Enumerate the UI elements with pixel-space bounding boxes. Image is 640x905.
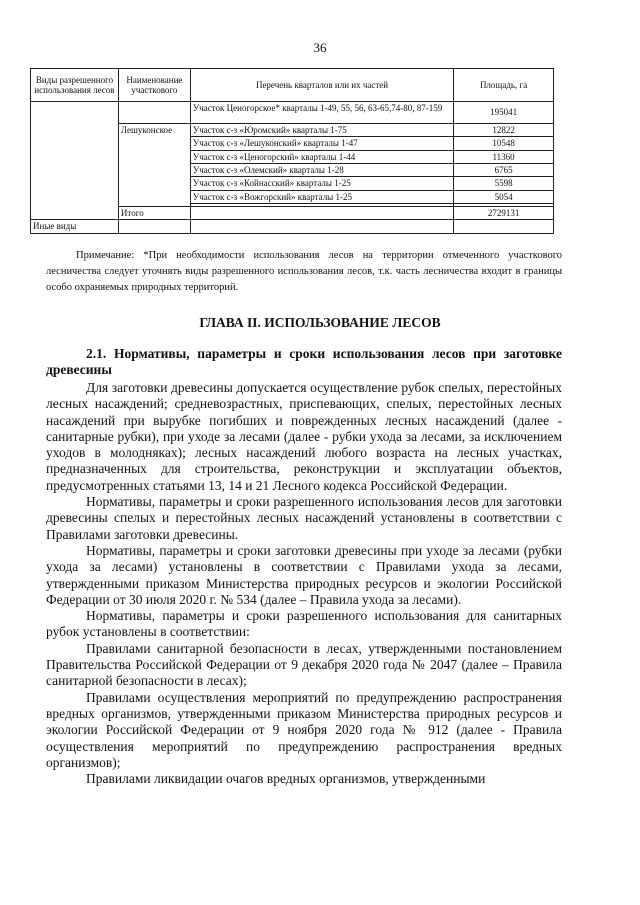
header-area: Площадь, га (454, 69, 554, 102)
area-cell: 10548 (454, 137, 554, 150)
paragraph: Правилами осуществления мероприятий по предупреждению распространения вредных организмов, утвержденными приказом Министерства природных ресурсов и экологии Российской Федерации от 9 ноября 2020 года № 912 (далее - Правила осуществления мероприятий по предупреждению распространения вредных организмов); (46, 689, 562, 770)
header-forestry-name: Наименование участкового (118, 69, 190, 102)
header-quarters: Перечень кварталов или их частей (190, 69, 453, 102)
quarters-cell: Участок с-з «Вожгорский» кварталы 1-25 (190, 190, 453, 203)
quarters-cell: Участок с-з «Олемский» кварталы 1-28 (190, 164, 453, 177)
forestry-name-cell: Лешуконское (118, 124, 190, 207)
paragraph: Для заготовки древесины допускается осуществление рубок спелых, перестойных лесных насаждений; средневозрастных, приспевающих, спелых, перестойных лесных насаждений при вырубке погибших и поврежденных лесных насаждений (далее - санитарные рубки), при уходе за лесами (далее - рубки ухода за лесами, за исключением уходов в молодняках); лесных насаждений любого возраста на лесных участках, предназначенных для строительства, реконструкции и эксплуатации объектов, предусмотренных статьями 13, 14 и 21 Лесного кодекса Российской Федерации. (46, 380, 562, 493)
quarters-cell: Участок с-з «Лешуконский» кварталы 1-47 (190, 137, 453, 150)
chapter-title: ГЛАВА II. ИСПОЛЬЗОВАНИЕ ЛЕСОВ (199, 315, 441, 330)
area-cell: 5598 (454, 177, 554, 190)
table-other-row (31, 220, 554, 233)
land-use-table (30, 68, 554, 234)
area-cell: 6765 (454, 164, 554, 177)
use-type-cell (31, 102, 119, 220)
table-note: Примечание: *При необходимости использования лесов на территории отмеченного участкового лесничества следует уточнять виды разрешенного использования лесов, т.к. часть лесничества входит в границы особо охраняемых природных территорий. (46, 250, 562, 293)
paragraph: Правилами санитарной безопасности в лесах, утвержденными постановлением Правительства Российской Федерации от 9 декабря 2020 года № 2047 (далее – Правила санитарной безопасности в лесах); (46, 640, 562, 689)
other-uses-label: Иные виды (31, 220, 119, 233)
quarters-cell: Участок Ценогорское* кварталы 1-49, 55, 56, 63-65,74-80, 87-159 (190, 102, 453, 124)
forestry-name-cell (118, 102, 190, 124)
total-label: Итого (118, 207, 190, 220)
page-number: 36 (313, 40, 327, 55)
header-use-type: Виды разрешенного использования лесов (31, 69, 119, 102)
paragraph: Нормативы, параметры и сроки разрешенного использования лесов для заготовки древесины спелых и перестойных лесных насаждений установлены в соответствии с Правилами заготовки древесины. (46, 494, 562, 542)
body-text (46, 380, 562, 787)
area-cell: 12822 (454, 124, 554, 137)
total-quarters-cell (190, 207, 453, 220)
quarters-cell: Участок с-з «Юромский» кварталы 1-75 (190, 124, 453, 137)
area-cell: 195041 (454, 102, 554, 124)
section-title: 2.1. Нормативы, параметры и сроки использования лесов при заготовке древесины (46, 346, 562, 377)
area-cell: 11360 (454, 150, 554, 163)
quarters-cell: Участок с-з «Ценогорский» кварталы 1-44 (190, 150, 453, 163)
paragraph: Правилами ликвидации очагов вредных организмов, утвержденными (86, 771, 486, 787)
area-cell: 5054 (454, 190, 554, 203)
table-header-row (31, 69, 554, 102)
total-area: 2729131 (454, 207, 554, 220)
paragraph: Нормативы, параметры и сроки разрешенного использования для санитарных рубок установлены в соответствии: (46, 608, 562, 640)
paragraph: Нормативы, параметры и сроки заготовки древесины при уходе за лесами (рубки ухода за лесами) установлены в соответствии с Правилами ухода за лесами, утвержденными приказом Министерства природных ресурсов и экологии Российской Федерации от 30 июля 2020 г. № 534 (далее – Правила ухода за лесами). (46, 542, 562, 607)
table-row (31, 102, 554, 124)
quarters-cell: Участок с-з «Койнасский» кварталы 1-25 (190, 177, 453, 190)
